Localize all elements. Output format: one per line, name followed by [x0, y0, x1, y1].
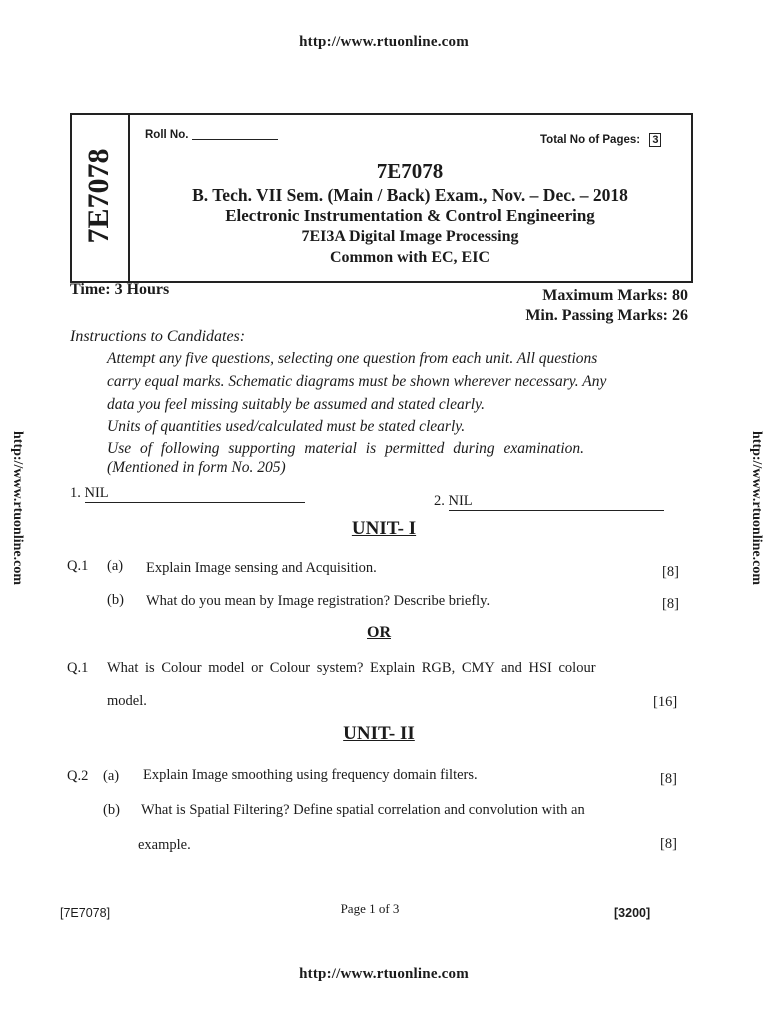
max-marks: Maximum Marks: 80 — [542, 287, 688, 304]
unit-1-title: UNIT- I — [351, 518, 417, 539]
q1-alt-marks: [16] — [653, 694, 678, 710]
q1-alt-number: Q.1 — [67, 660, 89, 676]
time-allowed: Time: 3 Hours — [70, 281, 170, 298]
material-item-2-num: 2. — [434, 493, 445, 509]
q1-number: Q.1 — [67, 558, 89, 574]
q1b-marks: [8] — [662, 596, 679, 612]
q2b-label: (b) — [103, 802, 120, 818]
q1a-text: Explain Image sensing and Acquisition. — [146, 560, 377, 576]
roll-no — [145, 129, 278, 141]
material-item-1-num: 1. — [70, 485, 81, 501]
common-with-line: Common with EC, EIC — [329, 249, 490, 266]
header-url: http://www.rtuonline.com — [299, 34, 469, 50]
paper-code-vertical-box — [72, 115, 130, 281]
roll-no-label: Roll No. — [145, 129, 189, 141]
material-item-1-text: NIL — [85, 485, 305, 503]
q1-alt-text: What is Colour model or Colour system? Explain RGB, CMY and HSI colour — [107, 660, 596, 676]
instruction-line: carry equal marks. Schematic diagrams must be shown wherever necessary. Any — [107, 373, 607, 390]
q2-number: Q.2 — [67, 768, 89, 784]
material-item-2 — [434, 493, 664, 511]
instruction-line: Use of following supporting material is permitted during examination. — [107, 440, 585, 457]
instruction-line: Attempt any five questions, selecting one question from each unit. All questions — [107, 350, 598, 367]
material-item-2-text: NIL — [449, 493, 664, 511]
exam-line: B. Tech. VII Sem. (Main / Back) Exam., Nov. – Dec. – 2018 — [192, 185, 628, 205]
total-pages — [540, 133, 661, 147]
unit-2-title: UNIT- II — [343, 723, 415, 744]
footer-url: http://www.rtuonline.com — [299, 966, 469, 982]
paper-code: 7E7078 — [376, 159, 444, 183]
min-passing-marks: Min. Passing Marks: 26 — [525, 307, 688, 324]
side-url-right: http://www.rtuonline.com — [749, 431, 764, 585]
q2a-text: Explain Image smoothing using frequency domain filters. — [143, 767, 478, 783]
instruction-line: (Mentioned in form No. 205) — [107, 459, 286, 476]
instruction-line: Units of quantities used/calculated must be stated clearly. — [107, 418, 466, 435]
roll-no-blank — [192, 139, 278, 140]
instruction-line: data you feel missing suitably be assumed and stated clearly. — [107, 396, 485, 413]
footer-page-number: Page 1 of 3 — [340, 901, 400, 916]
total-pages-value: 3 — [649, 133, 661, 147]
branch-line: Electronic Instrumentation & Control Engineering — [225, 206, 595, 225]
or-separator: OR — [367, 624, 391, 641]
q1b-label: (b) — [107, 592, 124, 608]
q1b-text: What do you mean by Image registration? Describe briefly. — [146, 593, 491, 609]
instructions-heading: Instructions to Candidates: — [70, 328, 246, 345]
q2b-text-cont: example. — [138, 837, 191, 853]
subject-line: 7EI3A Digital Image Processing — [301, 228, 519, 245]
material-item-1 — [70, 485, 305, 503]
q1a-label: (a) — [107, 558, 124, 574]
q1-alt-text-cont: model. — [107, 693, 147, 709]
q2a-label: (a) — [103, 768, 120, 784]
footer-copies: [3200] — [614, 906, 651, 920]
q1a-marks: [8] — [662, 564, 679, 580]
total-pages-label: Total No of Pages: — [540, 134, 641, 146]
footer-paper-code: [7E7078] — [60, 906, 111, 920]
q2b-marks: [8] — [660, 836, 677, 852]
q2b-text: What is Spatial Filtering? Define spatial correlation and convolution with an — [141, 802, 585, 818]
q2a-marks: [8] — [660, 771, 677, 787]
side-url-left: http://www.rtuonline.com — [10, 431, 25, 585]
paper-code-vertical: 7E7078 — [82, 148, 115, 244]
